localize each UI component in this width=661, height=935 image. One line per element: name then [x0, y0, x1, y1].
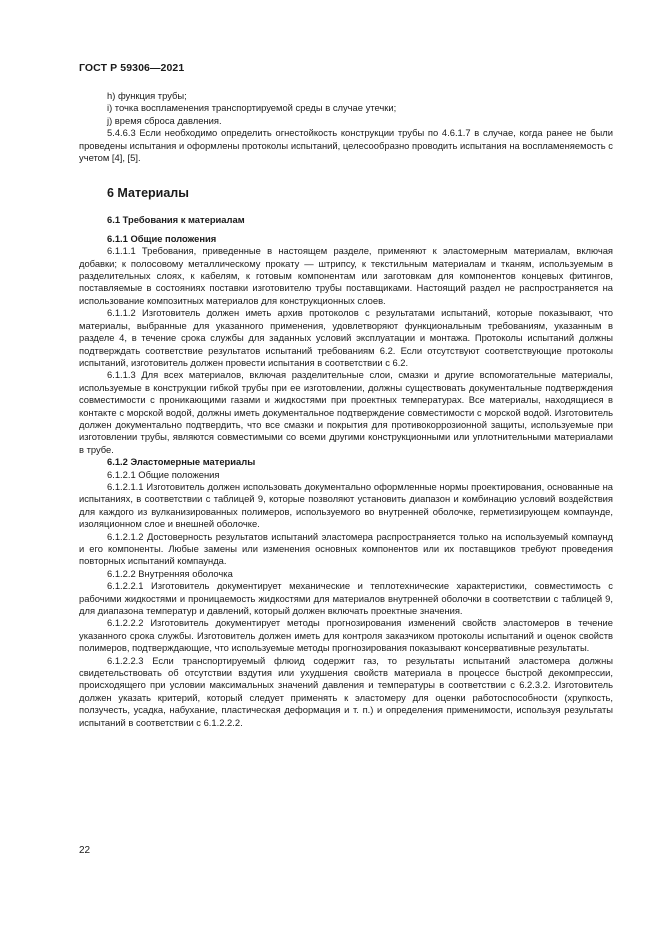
- section-heading-6: 6 Материалы: [107, 186, 189, 201]
- document-body: [79, 90, 613, 729]
- list-item: j) время сброса давления.: [107, 114, 222, 126]
- paragraph-5-4-6-3: 5.4.6.3 Если необходимо определить огнестойкость конструкции трубы по 4.6.1.7 в случае, когда ранее не были проведены испытания и оформлены протоколы испытаний, целесообразно проводить испытания на воспламеняемость с учетом [4], [5].: [79, 127, 613, 164]
- document-header: ГОСТ Р 59306—2021: [79, 62, 185, 74]
- paragraph-6-1-1-3: 6.1.1.3 Для всех материалов, включая разделительные слои, смазки и другие вспомогательные материалы, используемые в конструкции гибкой трубы при ее изготовлении, должны существовать документальные подтверждения совместимости с проникающими газами и жидкостями при проектных температурах. Все материалы, находящиеся в контакте с морской водой, должны иметь документальное подтверждение совместимости с морской водой. Изготовитель должен документально подтвердить, что все смазки и покрытия для противокоррозионной защиты, используемые при изготовлении трубы, являются совместимыми со всеми другими конструкционными или уплотнительными материалами в трубе.: [79, 369, 613, 455]
- subsection-heading-6-1-2-2: 6.1.2.2 Внутренняя оболочка: [107, 567, 233, 579]
- paragraph-6-1-2-1-1: 6.1.2.1.1 Изготовитель должен использовать документально оформленные нормы проектирования, основанные на испытаниях, в соответствии с таблицей 9, которые позволяют установить диапазон и комбинацию условий воздействия для каждого из вулканизированных полимеров, используемого во внутренней оболочке, герметизирующем компаунде, изоляционном слое и внешней оболочке.: [79, 480, 613, 530]
- subsection-heading-6-1-2: 6.1.2 Эластомерные материалы: [107, 456, 256, 468]
- subsection-heading-6-1: 6.1 Требования к материалам: [107, 214, 245, 226]
- paragraph-6-1-2-1-2: 6.1.2.1.2 Достоверность результатов испытаний эластомера распространяется только на используемый компаунд и его компоненты. Любые замены или изменения основных компонентов или их поставщиков требуют проведения повторных испытаний компаунда.: [79, 530, 613, 567]
- paragraph-6-1-2-2-2: 6.1.2.2.2 Изготовитель документирует методы прогнозирования изменений свойств эластомеров в течение указанного срока службы. Изготовитель должен иметь для контроля заказчиком протоколы испытаний и оценок свойств полимеров, подтверждающие, что используемые методы прогнозирования показывают консервативные результаты.: [79, 617, 613, 654]
- paragraph-6-1-1-2: 6.1.1.2 Изготовитель должен иметь архив протоколов с результатами испытаний, которые показывают, что материалы, выбранные для указанного применения, удовлетворяют функциональным требованиям, указанным в разделе 4, в течение срока службы для заданных условий эксплуатации и монтажа. Протоколы испытаний должны подтверждать соответствие результатов испытаний требованиям 6.2. Если отсутствуют соответствующие протоколы испытаний, изготовитель должен провести испытания в соответствии с 6.2.: [79, 307, 613, 368]
- list-item: i) точка воспламенения транспортируемой среды в случае утечки;: [107, 102, 397, 114]
- paragraph-6-1-2-2-1: 6.1.2.2.1 Изготовитель документирует механические и теплотехнические характеристики, совместимость с рабочими жидкостями и проницаемость жидкостями для материалов внутренней оболочки в соответствии с таблицей 9, для диапазона температур и давлений, который должен включать проектные значения.: [79, 580, 613, 617]
- paragraph-6-1-2-2-3: 6.1.2.2.3 Если транспортируемый флюид содержит газ, то результаты испытаний эластомера должны свидетельствовать об отсутствии вздутия или ухудшения свойств материала в процессе быстрой декомпрессии, происходящего при условии максимальных значений давления и температуры в соответствии с 6.2.3.2. Изготовитель должен указать критерий, который следует применять к эластомеру для оценки работоспособности (хрупкость, ползучесть, усадка, набухание, пластическая деформация и т. п.) и определения применимости, используя результаты испытаний в соответствии с 6.1.2.2.2.: [79, 654, 613, 728]
- subsection-heading-6-1-1: 6.1.1 Общие положения: [107, 232, 217, 244]
- subsection-heading-6-1-2-1: 6.1.2.1 Общие положения: [107, 468, 220, 480]
- page-number: 22: [79, 845, 91, 856]
- paragraph-6-1-1-1: 6.1.1.1 Требования, приведенные в настоящем разделе, применяют к эластомерным материалам, включая добавки; к полосовому металлическому прокату — штрипсу, к текстильным материалам и тканям, используемым в разделительных слоях, к кабелям, к готовым компонентам или заготовкам для компонентов концевых фитингов, поставляемые в состояниях поставки изготовителю трубы поставщиками. Настоящий раздел не распространяется на использование композитных материалов для конструкционных слоев.: [79, 245, 613, 306]
- list-item: h) функция трубы;: [107, 90, 187, 101]
